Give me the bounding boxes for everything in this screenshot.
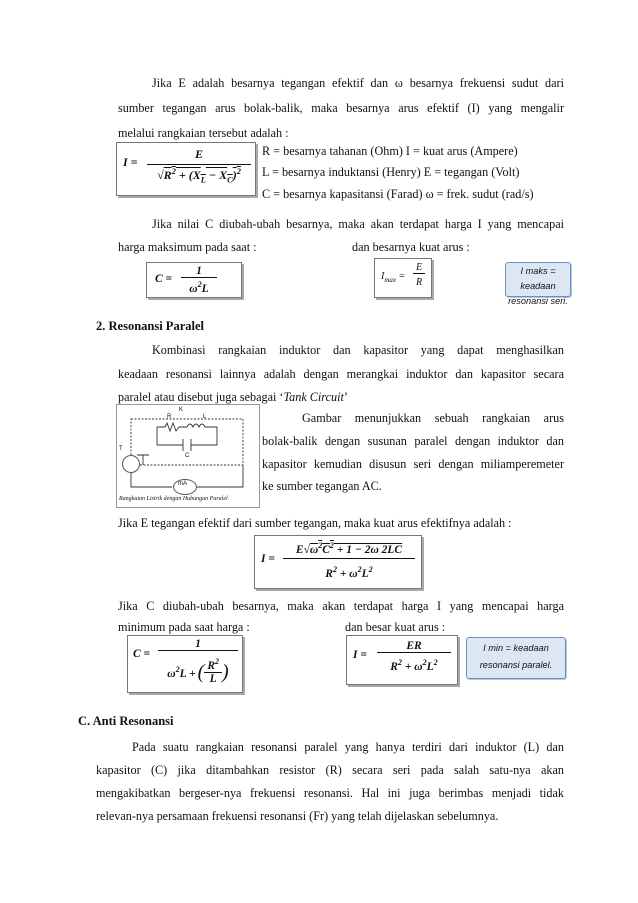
cmin-line-1: Jika C diubah-ubah besarnya, maka akan terdapat harga I yang mencapai harga (118, 599, 564, 613)
paralel-line-3 (118, 390, 348, 405)
formula-i-min: I = ER $R^2 + \omega^2L^2$ (346, 635, 458, 685)
effective-current-line: Jika E tegangan efektif dari sumber tegangan, maka kuat arus efektifnya adalah : (118, 516, 512, 530)
intro-line-3: melalui rangkaian tersebut adalah : (118, 126, 289, 140)
side-line-1: Gambar menunjukkan sebuah rangkaian arus (302, 411, 564, 425)
ac-source-icon (122, 455, 140, 473)
fig-label-c: C (185, 453, 190, 459)
anti-line-4: relevan-nya persamaan frekuensi resonansi (Fr) yang telah dijelaskan sebelumnya. (96, 809, 499, 823)
anti-line-3: mengakibatkan bergeser-nya frekuensi resonansi. Hal ini juga berimbas menjadi tidak (96, 786, 564, 800)
cmax-line-2b: dan besarnya kuat arus : (352, 240, 470, 254)
legend-line-3: C = besarnya kapasitansi (Farad) ω = frek. sudut (rad/s) (262, 187, 534, 201)
note-resonance-parallel (466, 637, 566, 679)
fig-label-t: T (119, 446, 123, 452)
anti-line-1: Pada suatu rangkaian resonansi paralel yang hanya terdiri dari induktor (L) dan (132, 740, 564, 754)
formula-effective-current: I = E $√R^2 + (X_L - X_C)^2$ (116, 142, 256, 196)
cmin-line-2b: dan besar kuat arus : (345, 620, 446, 634)
side-line-3: kapasitor kemudian disusun seri dengan miliamperemeter (262, 457, 564, 471)
paralel-line-1: Kombinasi rangkaian induktor dan kapasitor yang dapat menghasilkan (152, 343, 564, 357)
circuit-figure (116, 404, 260, 508)
heading-resonansi-paralel: 2. Resonansi Paralel (96, 319, 204, 333)
cmax-line-1: Jika nilai C diubah-ubah besarnya, maka akan terdapat harga I yang mencapai (152, 217, 564, 231)
anti-line-2: kapasitor (C) jika ditambahkan resistor (R) secara seri pada salah satu-nya akan (96, 763, 564, 777)
figure-caption: Rangkaian Listrik dengan Hubungan Paralel (119, 496, 228, 502)
formula-c-parallel: C = 1 $\omega^2L$ + ( $\frac{R^2}{L}$ ) (127, 635, 243, 693)
tank-circuit-term: Tank Circuit (283, 390, 344, 404)
paralel-line-3-text: paralel atau disebut juga sebagai ‘ (118, 390, 284, 404)
side-line-4: ke sumber tegangan AC. (262, 479, 382, 493)
fig-label-l: L (203, 414, 207, 420)
side-line-2: bolak-balik dengan susunan paralel dengan induktor dan (262, 434, 564, 448)
cmin-line-2a: minimum pada saat harga : (118, 620, 250, 634)
formula-c-resonance: C = 1 $\omega^2L$ (146, 262, 242, 298)
heading-anti-resonansi: C. Anti Resonansi (78, 714, 174, 728)
legend-line-2: L = besarnya induktansi (Henry) E = tegangan (Volt) (262, 165, 520, 179)
note-resonance-series (505, 262, 571, 306)
note-max-line-1: I maks = keadaan (520, 266, 556, 291)
paralel-line-3-quote: ’ (343, 390, 348, 404)
formula-parallel-current: I = $E√\omega^2C^2 + 1 - 2\omega$ 2LC $R^2 + \omega^2L^2$ (254, 535, 422, 589)
legend-line-1: R = besarnya tahanan (Ohm) I = kuat arus (Ampere) (262, 144, 518, 158)
note-min-line-1: I min = keadaan (483, 643, 549, 653)
fig-label-k: K (179, 407, 184, 413)
note-min-line-2: resonansi paralel. (479, 660, 553, 670)
intro-line-2: sumber tegangan arus bolak-balik, maka besarnya arus efektif (I) yang mengalir (118, 101, 564, 115)
fig-label-ma: mA (178, 481, 187, 487)
note-max-line-2: resonansi seri. (508, 296, 568, 306)
cmax-line-2a: harga maksimum pada saat : (118, 240, 257, 254)
intro-line-1: Jika E adalah besarnya tegangan efektif dan ω besarnya frekuensi sudut dari (152, 76, 564, 90)
paralel-line-2: keadaan resonansi lainnya adalah dengan merangkai induktor dan kapasitor secara (118, 367, 564, 381)
fig-label-r: R (167, 414, 172, 420)
formula-i-max: $I_{max}$ = E R (374, 258, 432, 298)
